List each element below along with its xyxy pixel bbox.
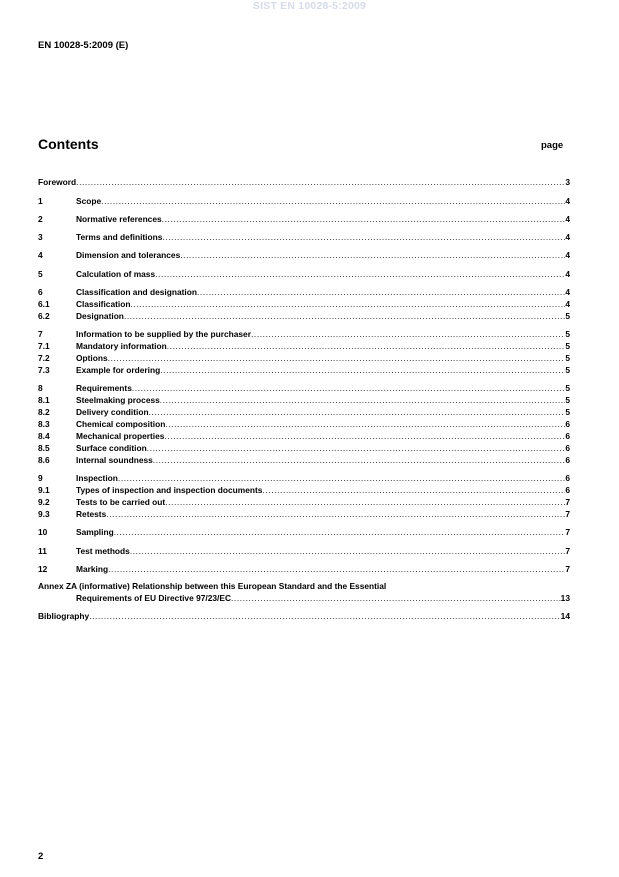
toc-entry-3[interactable]	[38, 231, 570, 243]
toc-entry-title: Types of inspection and inspection documents	[76, 485, 263, 495]
toc-entry-8-4[interactable]	[38, 430, 570, 442]
toc-leader-dots	[160, 364, 565, 376]
toc-entry-page: 4	[565, 214, 570, 224]
toc-entry-title: Tests to be carried out	[76, 497, 166, 507]
toc-entry-page: 5	[565, 407, 570, 417]
toc-leader-dots	[251, 328, 565, 340]
toc-entry-page: 4	[565, 250, 570, 260]
toc-entry-number: 10	[38, 527, 48, 537]
toc-leader-dots	[155, 268, 565, 280]
toc-entry-title: Chemical composition	[76, 419, 166, 429]
toc-entry-7[interactable]	[38, 328, 570, 340]
toc-entry-page: 5	[565, 395, 570, 405]
toc-entry-9-2[interactable]	[38, 496, 570, 508]
toc-leader-dots	[76, 176, 565, 188]
toc-entry-4[interactable]	[38, 249, 570, 261]
toc-entry-8-1[interactable]	[38, 394, 570, 406]
toc-leader-dots	[147, 442, 566, 454]
toc-entry-page: 14	[560, 611, 570, 621]
toc-entry-page: 5	[565, 383, 570, 393]
toc-leader-dots	[108, 352, 566, 364]
toc-entry-number: 8	[38, 383, 43, 393]
toc-entry-9[interactable]	[38, 472, 570, 484]
toc-entry-number: 4	[38, 250, 43, 260]
toc-entry-title: Information to be supplied by the purchaser	[76, 329, 251, 339]
toc-entry-title: Inspection	[76, 473, 118, 483]
toc-entry-title: Classification and designation	[76, 287, 197, 297]
toc-leader-dots	[130, 298, 565, 310]
toc-leader-dots	[132, 382, 565, 394]
toc-entry-page: 4	[565, 232, 570, 242]
toc-entry-page: 4	[565, 269, 570, 279]
toc-leader-dots	[180, 249, 565, 261]
toc-entry-title: Dimension and tolerances	[76, 250, 181, 260]
toc-entry-page: 7	[565, 546, 570, 556]
toc-entry-page: 4	[565, 287, 570, 297]
toc-entry-5[interactable]	[38, 268, 570, 280]
toc-leader-dots	[130, 545, 566, 557]
toc-entry-6[interactable]	[38, 286, 570, 298]
toc-leader-dots	[153, 454, 566, 466]
toc-entry-8-2[interactable]	[38, 406, 570, 418]
toc-entry-number: 8.3	[38, 419, 50, 429]
toc-entry-title: Mechanical properties	[76, 431, 165, 441]
toc-entry-number: 3	[38, 232, 43, 242]
toc-entry-page: 6	[565, 485, 570, 495]
toc-leader-dots	[160, 394, 566, 406]
toc-entry-number: 6.1	[38, 299, 50, 309]
toc-entry-page: 6	[565, 419, 570, 429]
toc-entry-number: 8.1	[38, 395, 50, 405]
toc-entry-page: 6	[565, 443, 570, 453]
watermark: SIST EN 10028-5:2009	[252, 0, 367, 12]
toc-leader-dots	[89, 610, 560, 622]
toc-entry-6-1[interactable]	[38, 298, 570, 310]
toc-entry-10[interactable]	[38, 526, 570, 538]
toc-entry-7-2[interactable]	[38, 352, 570, 364]
toc-entry-number: 1	[38, 196, 43, 206]
toc-entry-title: Sampling	[76, 527, 114, 537]
toc-entry-bibliography[interactable]	[38, 610, 570, 622]
toc-leader-dots	[165, 496, 565, 508]
toc-entry-page: 7	[565, 527, 570, 537]
toc-entry-page: 5	[565, 365, 570, 375]
toc-leader-dots	[114, 526, 566, 538]
page-column-label: page	[541, 140, 564, 151]
toc-entry-12[interactable]	[38, 563, 570, 575]
toc-entry-foreword[interactable]	[38, 176, 570, 188]
toc-entry-8-5[interactable]	[38, 442, 570, 454]
toc-entry-page: 7	[565, 497, 570, 507]
toc-entry-11[interactable]	[38, 545, 570, 557]
toc-entry-number: 7.3	[38, 365, 50, 375]
toc-leader-dots	[231, 592, 561, 604]
toc-leader-dots	[124, 310, 565, 322]
toc-entry-6-2[interactable]	[38, 310, 570, 322]
toc-entry-number: 8.5	[38, 443, 50, 453]
toc-leader-dots	[162, 231, 565, 243]
toc-entry-page: 6	[565, 473, 570, 483]
toc-entry-page: 7	[565, 509, 570, 519]
toc-leader-dots	[118, 472, 565, 484]
toc-entry-number: 9.3	[38, 509, 50, 519]
toc-entry-number: 9.2	[38, 497, 50, 507]
toc-entry-title: Requirements of EU Directive 97/23/EC	[76, 593, 231, 603]
toc-entry-title: Mandatory information	[76, 341, 167, 351]
toc-entry-number: 11	[38, 546, 47, 556]
toc-entry-title: Marking	[76, 564, 109, 574]
toc-entry-page: 5	[565, 311, 570, 321]
toc-entry-title: Surface condition	[76, 443, 147, 453]
toc-entry-8[interactable]	[38, 382, 570, 394]
toc-entry-number: 2	[38, 214, 43, 224]
toc-entry-title: Options	[76, 353, 108, 363]
toc-entry-page: 7	[565, 564, 570, 574]
toc-entry-number: 9.1	[38, 485, 50, 495]
toc-annex-title-line[interactable]: Annex ZA (informative) Relationship between this European Standard and the Essential	[38, 581, 387, 591]
toc-entry-title: Normative references	[76, 214, 162, 224]
toc-entry-number: 7.1	[38, 341, 50, 351]
toc-entry-number: 7.2	[38, 353, 50, 363]
toc-entry-title: Example for ordering	[76, 365, 161, 375]
page-number: 2	[38, 851, 44, 862]
toc-entry-title: Internal soundness	[76, 455, 153, 465]
toc-leader-dots	[101, 195, 565, 207]
toc-leader-dots	[164, 430, 565, 442]
toc-entry-page: 5	[565, 329, 570, 339]
toc-entry-number: 7	[38, 329, 43, 339]
toc-entry-title: Classification	[76, 299, 131, 309]
toc-entry-title: Scope	[76, 196, 102, 206]
toc-entry-2[interactable]	[38, 213, 570, 225]
toc-entry-title: Terms and definitions	[76, 232, 163, 242]
toc-entry-7-3[interactable]	[38, 364, 570, 376]
toc-entry-7-1[interactable]	[38, 340, 570, 352]
toc-entry-number: 8.4	[38, 431, 50, 441]
toc-entry-page: 4	[565, 299, 570, 309]
toc-entry-number: 8.6	[38, 455, 50, 465]
toc-entry-title: Delivery condition	[76, 407, 149, 417]
toc-entry-1[interactable]	[38, 195, 570, 207]
toc-entry-8-6[interactable]	[38, 454, 570, 466]
toc-leader-dots	[108, 563, 565, 575]
toc-entry-title: Foreword	[38, 177, 77, 187]
document-id: EN 10028-5:2009 (E)	[38, 40, 129, 51]
toc-entry-title: Designation	[76, 311, 124, 321]
toc-entry-number: 12	[38, 564, 48, 574]
contents-heading: Contents	[38, 136, 99, 152]
toc-entry-page: 13	[560, 593, 570, 603]
toc-entry-page: 5	[565, 353, 570, 363]
toc-entry-number: 9	[38, 473, 43, 483]
toc-entry-title: Test methods	[76, 546, 130, 556]
toc-leader-dots	[167, 340, 566, 352]
toc-entry-number: 5	[38, 269, 43, 279]
toc-entry-page: 3	[565, 177, 570, 187]
toc-entry-9-3[interactable]	[38, 508, 570, 520]
toc-entry-8-3[interactable]	[38, 418, 570, 430]
toc-entry-number: 6.2	[38, 311, 50, 321]
toc-entry-number: 6	[38, 287, 43, 297]
toc-entry-page: 6	[565, 431, 570, 441]
toc-entry-title: Calculation of mass	[76, 269, 156, 279]
toc-leader-dots	[262, 484, 565, 496]
toc-entry-title: Retests	[76, 509, 107, 519]
toc-entry-title: Requirements	[76, 383, 132, 393]
toc-leader-dots	[162, 213, 566, 225]
toc-entry-title: Steelmaking process	[76, 395, 160, 405]
toc-entry-title: Bibliography	[38, 611, 90, 621]
toc-entry-annex-za[interactable]	[38, 592, 570, 604]
toc-leader-dots	[197, 286, 565, 298]
toc-leader-dots	[149, 406, 566, 418]
toc-entry-page: 5	[565, 341, 570, 351]
toc-entry-number: 8.2	[38, 407, 50, 417]
toc-leader-dots	[106, 508, 565, 520]
toc-entry-9-1[interactable]	[38, 484, 570, 496]
toc-entry-page: 4	[565, 196, 570, 206]
toc-entry-page: 6	[565, 455, 570, 465]
toc-leader-dots	[165, 418, 565, 430]
